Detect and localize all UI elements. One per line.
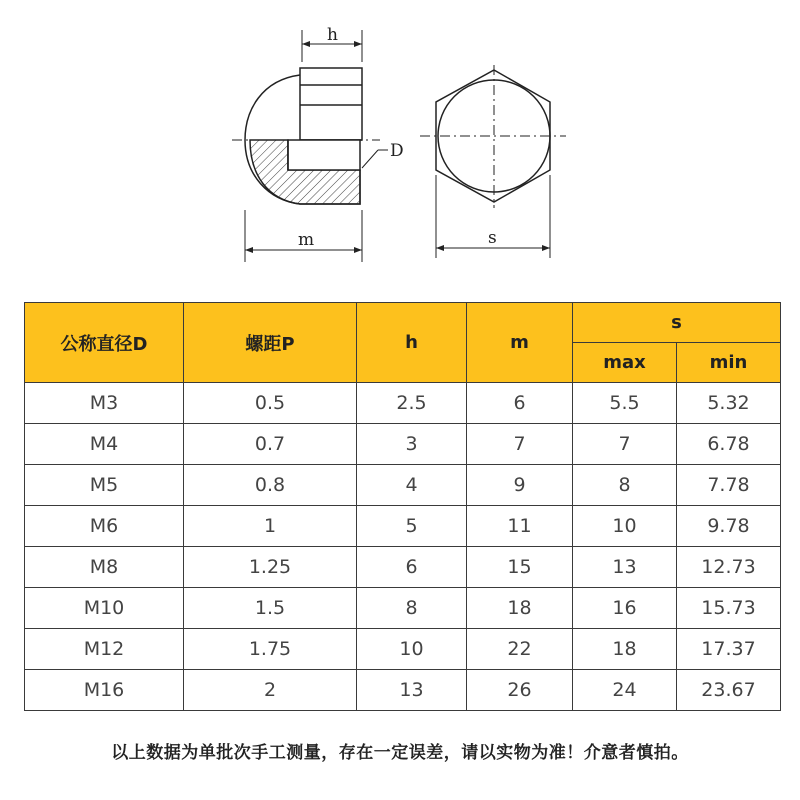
cell-s-min: 6.78 [677, 424, 781, 465]
cell-h: 2.5 [357, 383, 467, 424]
spec-table-body [25, 383, 781, 711]
cell-s-max: 24 [573, 670, 677, 711]
cell-pitch: 0.8 [184, 465, 357, 506]
cell-pitch: 2 [184, 670, 357, 711]
cell-s-max: 8 [573, 465, 677, 506]
cell-diameter: M12 [25, 629, 184, 670]
label-d: D [390, 141, 404, 161]
header-diameter: 公称直径D [25, 303, 184, 383]
cell-s-min: 15.73 [677, 588, 781, 629]
cell-pitch: 0.5 [184, 383, 357, 424]
cap-nut-drawing [0, 0, 800, 290]
header-m: m [467, 303, 573, 383]
cell-s-max: 10 [573, 506, 677, 547]
cell-h: 13 [357, 670, 467, 711]
cell-h: 8 [357, 588, 467, 629]
label-s: s [488, 228, 497, 248]
header-s-min: min [677, 343, 781, 383]
cell-pitch: 1.75 [184, 629, 357, 670]
cell-s-min: 17.37 [677, 629, 781, 670]
cell-s-min: 12.73 [677, 547, 781, 588]
cell-m: 26 [467, 670, 573, 711]
cell-diameter: M5 [25, 465, 184, 506]
table-row [25, 629, 781, 670]
side-view [232, 30, 388, 262]
cell-diameter: M6 [25, 506, 184, 547]
cell-h: 4 [357, 465, 467, 506]
table-row [25, 670, 781, 711]
cell-s-min: 7.78 [677, 465, 781, 506]
table-row [25, 547, 781, 588]
cell-pitch: 1 [184, 506, 357, 547]
cell-m: 22 [467, 629, 573, 670]
cell-m: 18 [467, 588, 573, 629]
header-h: h [357, 303, 467, 383]
cell-pitch: 1.25 [184, 547, 357, 588]
label-h: h [327, 25, 338, 45]
cell-pitch: 1.5 [184, 588, 357, 629]
cell-s-max: 13 [573, 547, 677, 588]
cell-h: 3 [357, 424, 467, 465]
spec-table [24, 302, 781, 711]
cell-h: 6 [357, 547, 467, 588]
table-row [25, 588, 781, 629]
header-s-max: max [573, 343, 677, 383]
cell-s-max: 5.5 [573, 383, 677, 424]
header-s: s [573, 303, 781, 343]
cell-h: 10 [357, 629, 467, 670]
cell-diameter: M10 [25, 588, 184, 629]
table-row [25, 506, 781, 547]
cell-h: 5 [357, 506, 467, 547]
table-row [25, 383, 781, 424]
cell-m: 11 [467, 506, 573, 547]
cell-m: 15 [467, 547, 573, 588]
cell-diameter: M16 [25, 670, 184, 711]
cell-s-max: 7 [573, 424, 677, 465]
cell-m: 6 [467, 383, 573, 424]
cell-s-max: 18 [573, 629, 677, 670]
table-row [25, 465, 781, 506]
cell-s-max: 16 [573, 588, 677, 629]
cell-s-min: 23.67 [677, 670, 781, 711]
header-pitch: 螺距P [184, 303, 357, 383]
footer-note: 以上数据为单批次手工测量，存在一定误差，请以实物为准！介意者慎拍。 [111, 743, 689, 763]
cell-s-min: 9.78 [677, 506, 781, 547]
table-row [25, 424, 781, 465]
label-m: m [298, 230, 315, 250]
cell-diameter: M8 [25, 547, 184, 588]
cell-m: 9 [467, 465, 573, 506]
cell-pitch: 0.7 [184, 424, 357, 465]
cell-s-min: 5.32 [677, 383, 781, 424]
cell-diameter: M3 [25, 383, 184, 424]
cell-m: 7 [467, 424, 573, 465]
cell-diameter: M4 [25, 424, 184, 465]
